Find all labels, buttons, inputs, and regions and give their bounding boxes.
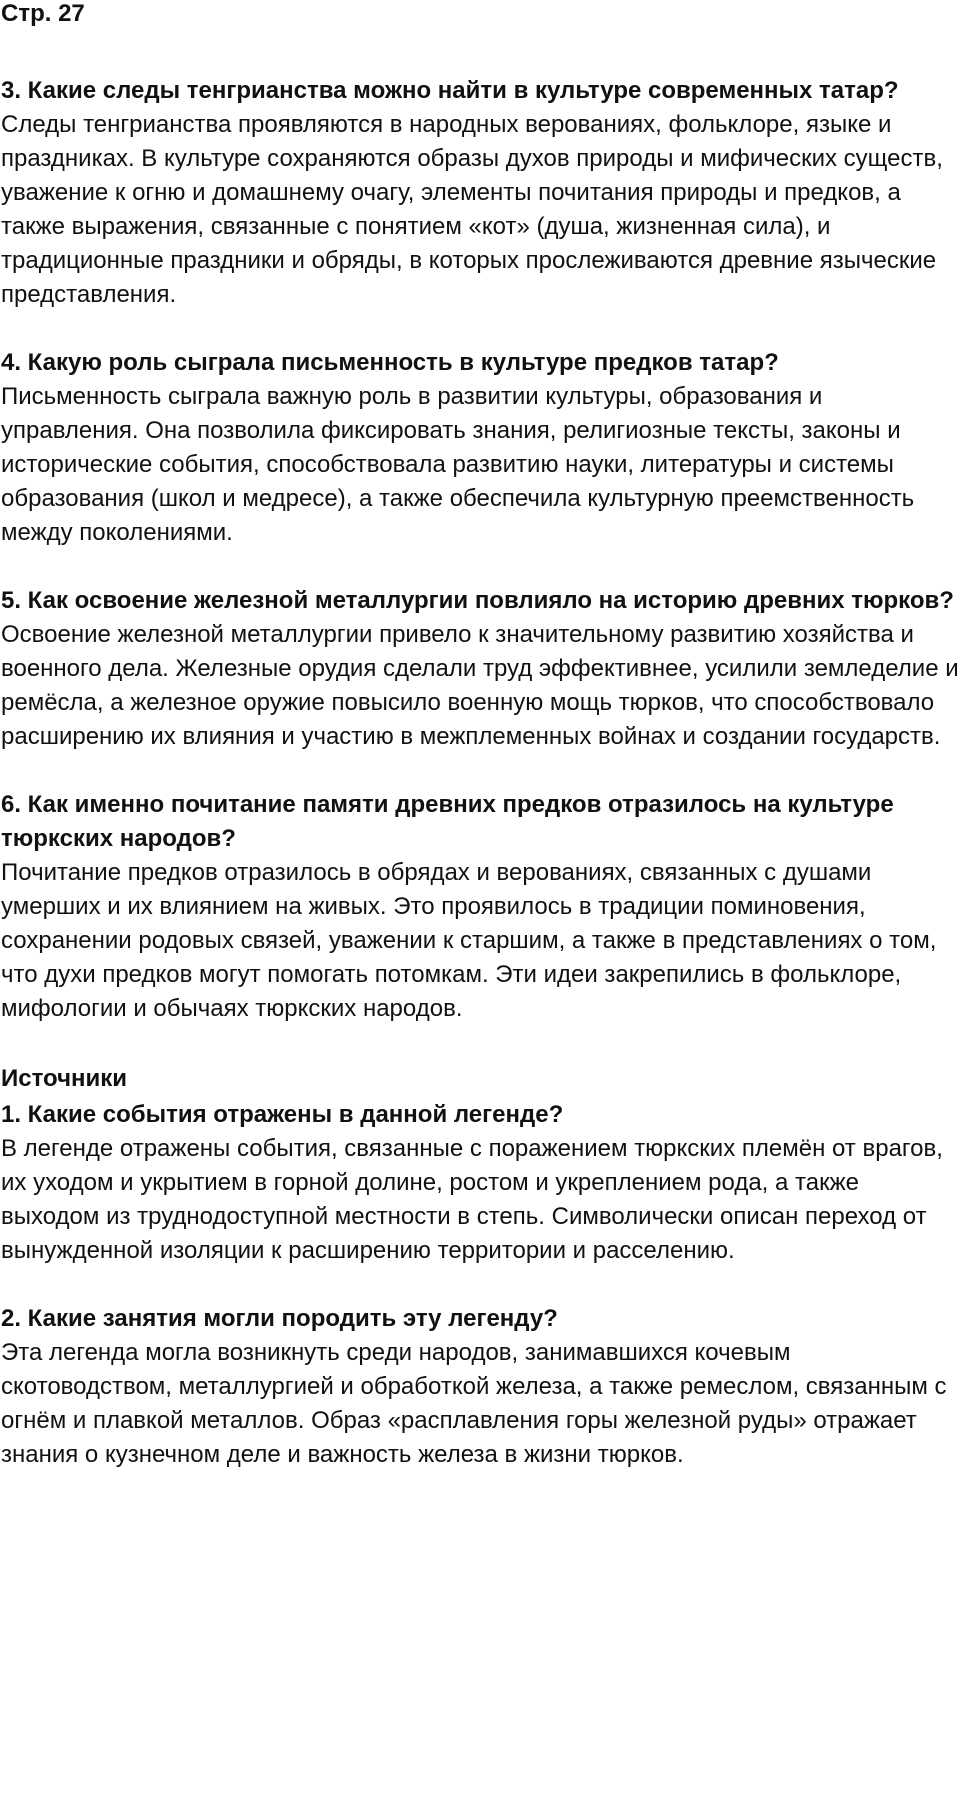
question-block-4 [1, 346, 964, 550]
question-heading: 4. Какую роль сыграла письменность в культуре предков татар? [1, 349, 779, 376]
question-heading: 3. Какие следы тенгрианства можно найти в культуре современных татар? [1, 77, 899, 104]
answer-text: В легенде отражены события, связанные с поражением тюркских племён от врагов, их уходом и укрытием в горной долине, ростом и укреплением рода, а также выходом из труднодоступной местности в степь. Символически описан переход от вынужденной изоляции к расширению территории и расселению. [1, 1135, 943, 1264]
question-heading: 2. Какие занятия могли породить эту легенду? [1, 1305, 558, 1332]
question-heading: 5. Как освоение железной металлургии повлияло на историю древних тюрков? [1, 587, 954, 614]
source-question-block-2 [1, 1302, 964, 1472]
question-heading: 6. Как именно почитание памяти древних предков отразилось на культуре тюркских народов? [1, 791, 894, 852]
question-block-3 [1, 74, 964, 312]
answer-text: Следы тенгрианства проявляются в народных верованиях, фольклоре, языке и праздниках. В культуре сохраняются образы духов природы и мифических существ, уважение к огню и домашнему очагу, элементы почитания природы и предков, а также выражения, связанные с понятием «кот» (душа, жизненная сила), и традиционные праздники и обряды, в которых прослеживаются древние языческие представления. [1, 111, 943, 308]
answer-text: Освоение железной металлургии привело к значительному развитию хозяйства и военного дела. Железные орудия сделали труд эффективнее, усилили земледелие и ремёсла, а железное оружие повысило военную мощь тюрков, что способствовало расширению их влияния и участию в межплеменных войнах и создании государств. [1, 621, 959, 750]
sources-section [1, 1060, 964, 1472]
answer-text: Письменность сыграла важную роль в развитии культуры, образования и управления. Она позволила фиксировать знания, религиозные тексты, законы и исторические события, способствовала развитию науки, литературы и системы образования (школ и медресе), а также обеспечила культурную преемственность между поколениями. [1, 383, 915, 546]
questions-section [1, 74, 964, 1026]
answer-text: Эта легенда могла возникнуть среди народов, занимавшихся кочевым скотоводством, металлургией и обработкой железа, а также ремеслом, связанным с огнём и плавкой металлов. Образ «расплавления горы железной руды» отражает знания о кузнечном деле и важность железа в жизни тюрков. [1, 1339, 947, 1468]
sources-heading: Источники [1, 1065, 128, 1092]
answer-text: Почитание предков отразилось в обрядах и верованиях, связанных с душами умерших и их влиянием на живых. Это проявилось в традиции поминовения, сохранении родовых связей, уважении к старшим, а также в представлениях о том, что духи предков могут помогать потомкам. Эти идеи закрепились в фольклоре, мифологии и обычаях тюркских народов. [1, 859, 937, 1022]
question-block-6 [1, 788, 964, 1026]
source-question-block-1 [1, 1098, 964, 1268]
question-block-5 [1, 584, 964, 754]
question-heading: 1. Какие события отражены в данной легенде? [1, 1101, 564, 1128]
page-number: Стр. 27 [1, 0, 85, 27]
